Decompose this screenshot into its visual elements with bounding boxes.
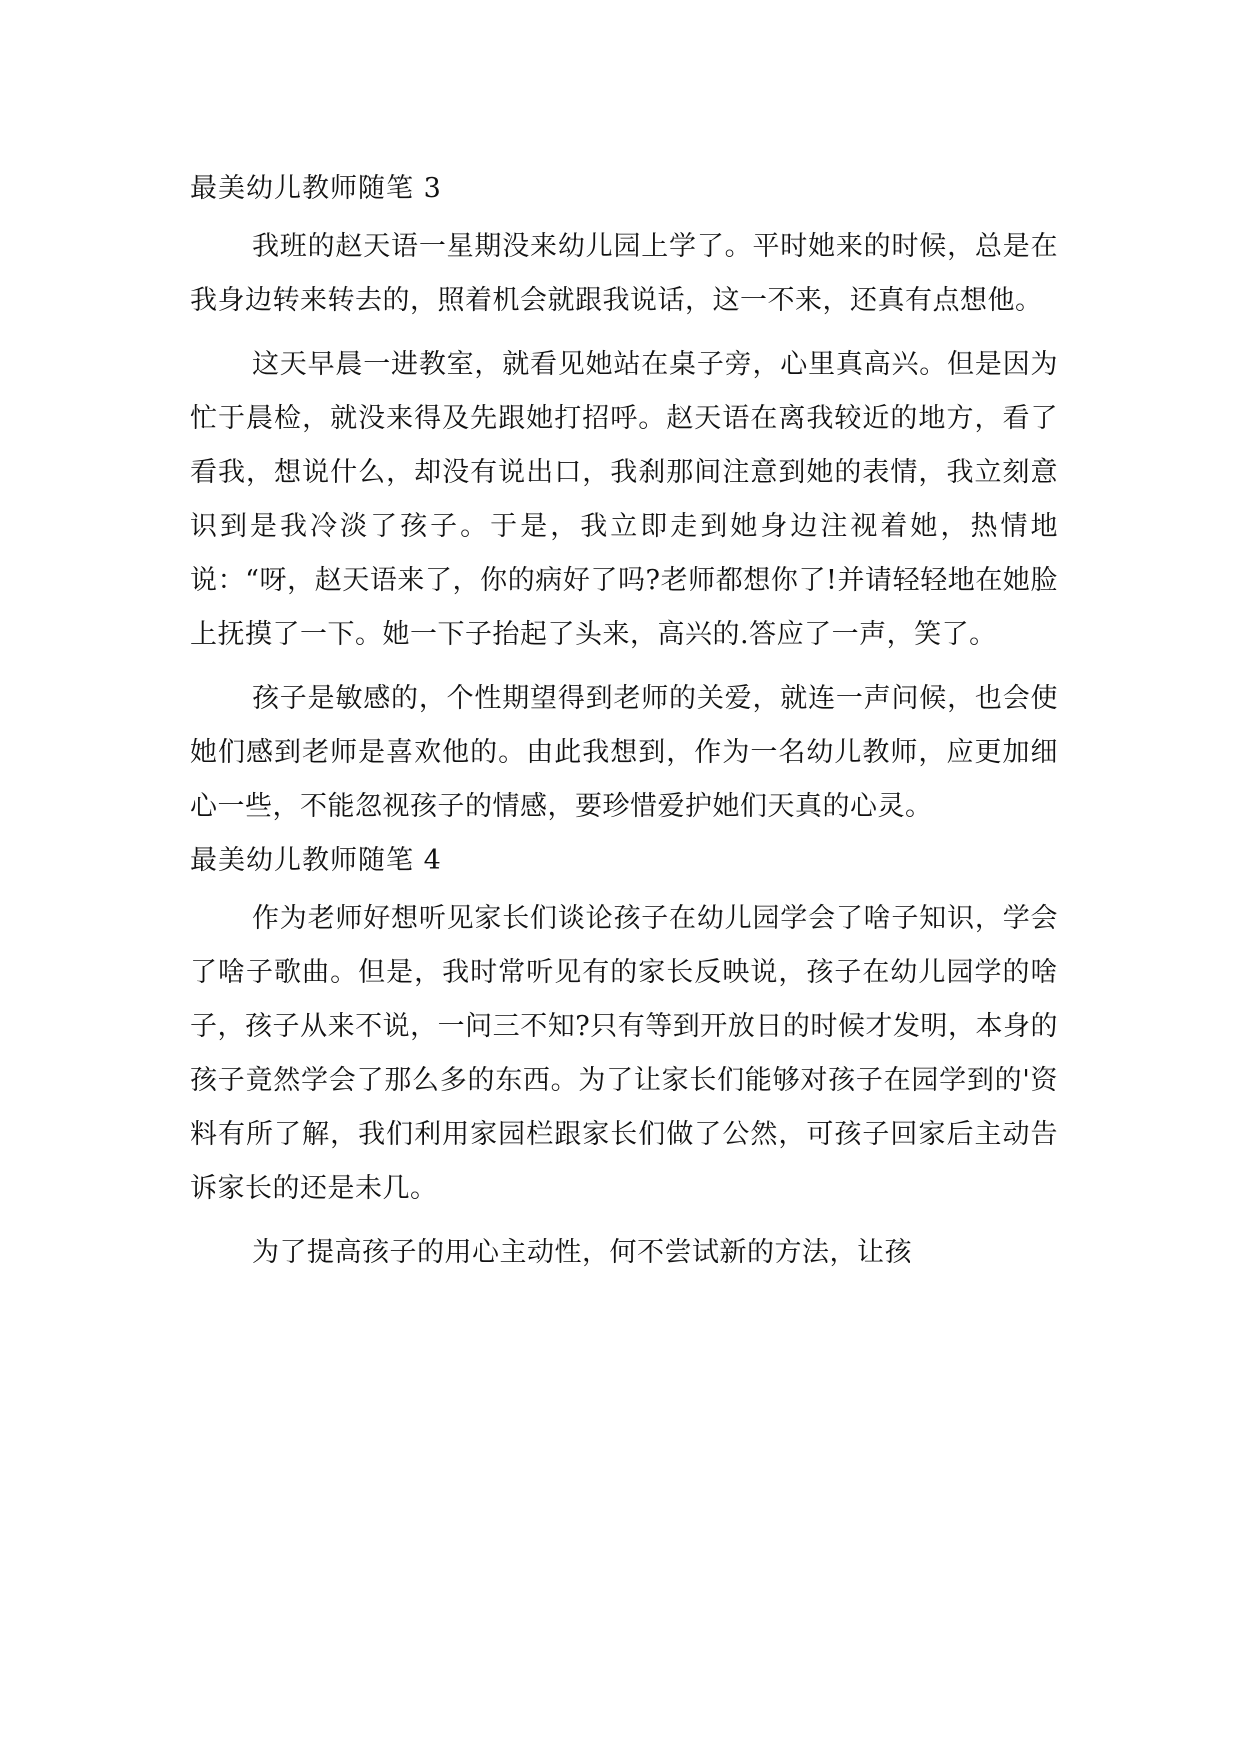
paragraph: 我班的赵天语一星期没来幼儿园上学了。平时她来的时候，总是在我身边转来转去的，照着机会就跟我说话，这一不来，还真有点想他。	[190, 231, 1058, 316]
section-title-3: 最美幼儿教师随笔 3	[190, 173, 442, 204]
document-body	[190, 162, 1058, 1280]
paragraph: 这天早晨一进教室，就看见她站在桌子旁，心里真高兴。但是因为忙于晨检，就没来得及先跟她打招呼。赵天语在离我较近的地方，看了看我，想说什么，却没有说出口，我刹那间注意到她的表情，我立刻意识到是我冷淡了孩子。于是，我立即走到她身边注视着她，热情地说：“呀，赵天语来了，你的病好了吗?老师都想你了!并请轻轻地在她脸上抚摸了一下。她一下子抬起了头来，高兴的.答应了一声，笑了。	[190, 349, 1058, 650]
paragraph: 孩子是敏感的，个性期望得到老师的关爱，就连一声问候，也会使她们感到老师是喜欢他的。由此我想到，作为一名幼儿教师，应更加细心一些，不能忽视孩子的情感，要珍惜爱护她们天真的心灵。	[190, 683, 1058, 822]
section-title-4: 最美幼儿教师随笔 4	[190, 845, 442, 876]
paragraph: 作为老师好想听见家长们谈论孩子在幼儿园学会了啥子知识，学会了啥子歌曲。但是，我时常听见有的家长反映说，孩子在幼儿园学的啥子，孩子从来不说，一问三不知?只有等到开放日的时候才发明，本身的孩子竟然学会了那么多的东西。为了让家长们能够对孩子在园学到的'资料有所了解，我们利用家园栏跟家长们做了公然，可孩子回家后主动告诉家长的还是未几。	[190, 903, 1058, 1204]
paragraph: 为了提高孩子的用心主动性，何不尝试新的方法，让孩	[252, 1237, 912, 1268]
